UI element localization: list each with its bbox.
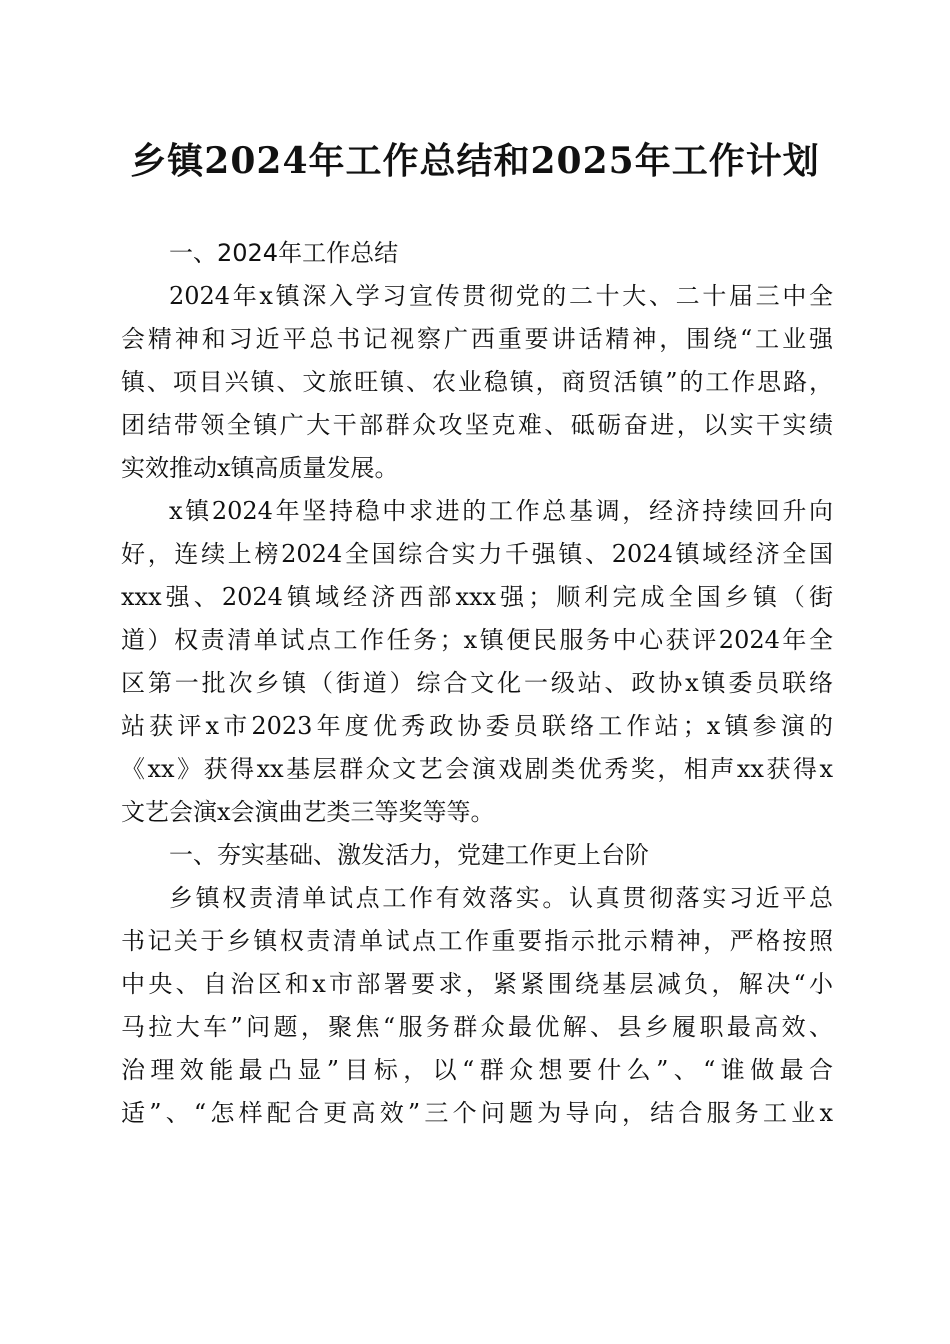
paragraph-line: 《xx》获得xx基层群众文艺会演戏剧类优秀奖，相声xx获得x <box>121 755 833 783</box>
document-title: 乡镇2024年工作总结和2025年工作计划 <box>130 140 820 182</box>
paragraph-line: xxx强、2024镇域经济西部xxx强；顺利完成全国乡镇（街 <box>121 583 833 611</box>
section-heading-2024-summary: 一、2024年工作总结 <box>169 239 399 267</box>
paragraph-line: 实效推动x镇高质量发展。 <box>121 454 399 482</box>
paragraph-line: 站获评x市2023年度优秀政协委员联络工作站；x镇参演的 <box>121 712 833 740</box>
document-body <box>121 232 833 1135</box>
paragraph-line: 适”、“怎样配合更高效”三个问题为导向，结合服务工业x <box>121 1099 833 1127</box>
paragraph-line: 中央、自治区和x市部署要求，紧紧围绕基层减负，解决“小 <box>121 970 833 998</box>
paragraph-achievements <box>121 490 833 834</box>
paragraph-line: 书记关于乡镇权责清单试点工作重要指示批示精神，严格按照 <box>121 927 833 955</box>
paragraph-intro <box>121 275 833 490</box>
paragraph-line: 马拉大车”问题，聚焦“服务群众最优解、县乡履职最高效、 <box>121 1013 833 1041</box>
paragraph-line: 会精神和习近平总书记视察广西重要讲话精神，围绕“工业强 <box>121 325 833 353</box>
paragraph-line: 区第一批次乡镇（街道）综合文化一级站、政协x镇委员联络 <box>121 669 833 697</box>
paragraph-line: 2024年x镇深入学习宣传贯彻党的二十大、二十届三中全 <box>169 282 833 310</box>
paragraph-line: 团结带领全镇广大干部群众攻坚克难、砥砺奋进，以实干实绩 <box>121 411 833 439</box>
paragraph-line: x镇2024年坚持稳中求进的工作总基调，经济持续回升向 <box>169 497 833 525</box>
paragraph-line: 好，连续上榜2024全国综合实力千强镇、2024镇域经济全国 <box>121 540 833 568</box>
paragraph-line: 镇、项目兴镇、文旅旺镇、农业稳镇，商贸活镇”的工作思路， <box>121 368 833 396</box>
section-heading-party-building: 一、夯实基础、激发活力，党建工作更上台阶 <box>169 841 649 869</box>
paragraph-line: 乡镇权责清单试点工作有效落实。认真贯彻落实习近平总 <box>169 884 833 912</box>
paragraph-line: 治理效能最凸显”目标，以“群众想要什么”、“谁做最合 <box>121 1056 833 1084</box>
paragraph-responsibility-list <box>121 877 833 1135</box>
paragraph-line: 文艺会演x会演曲艺类三等奖等等。 <box>121 798 495 826</box>
paragraph-line: 道）权责清单试点工作任务；x镇便民服务中心获评2024年全 <box>121 626 833 654</box>
